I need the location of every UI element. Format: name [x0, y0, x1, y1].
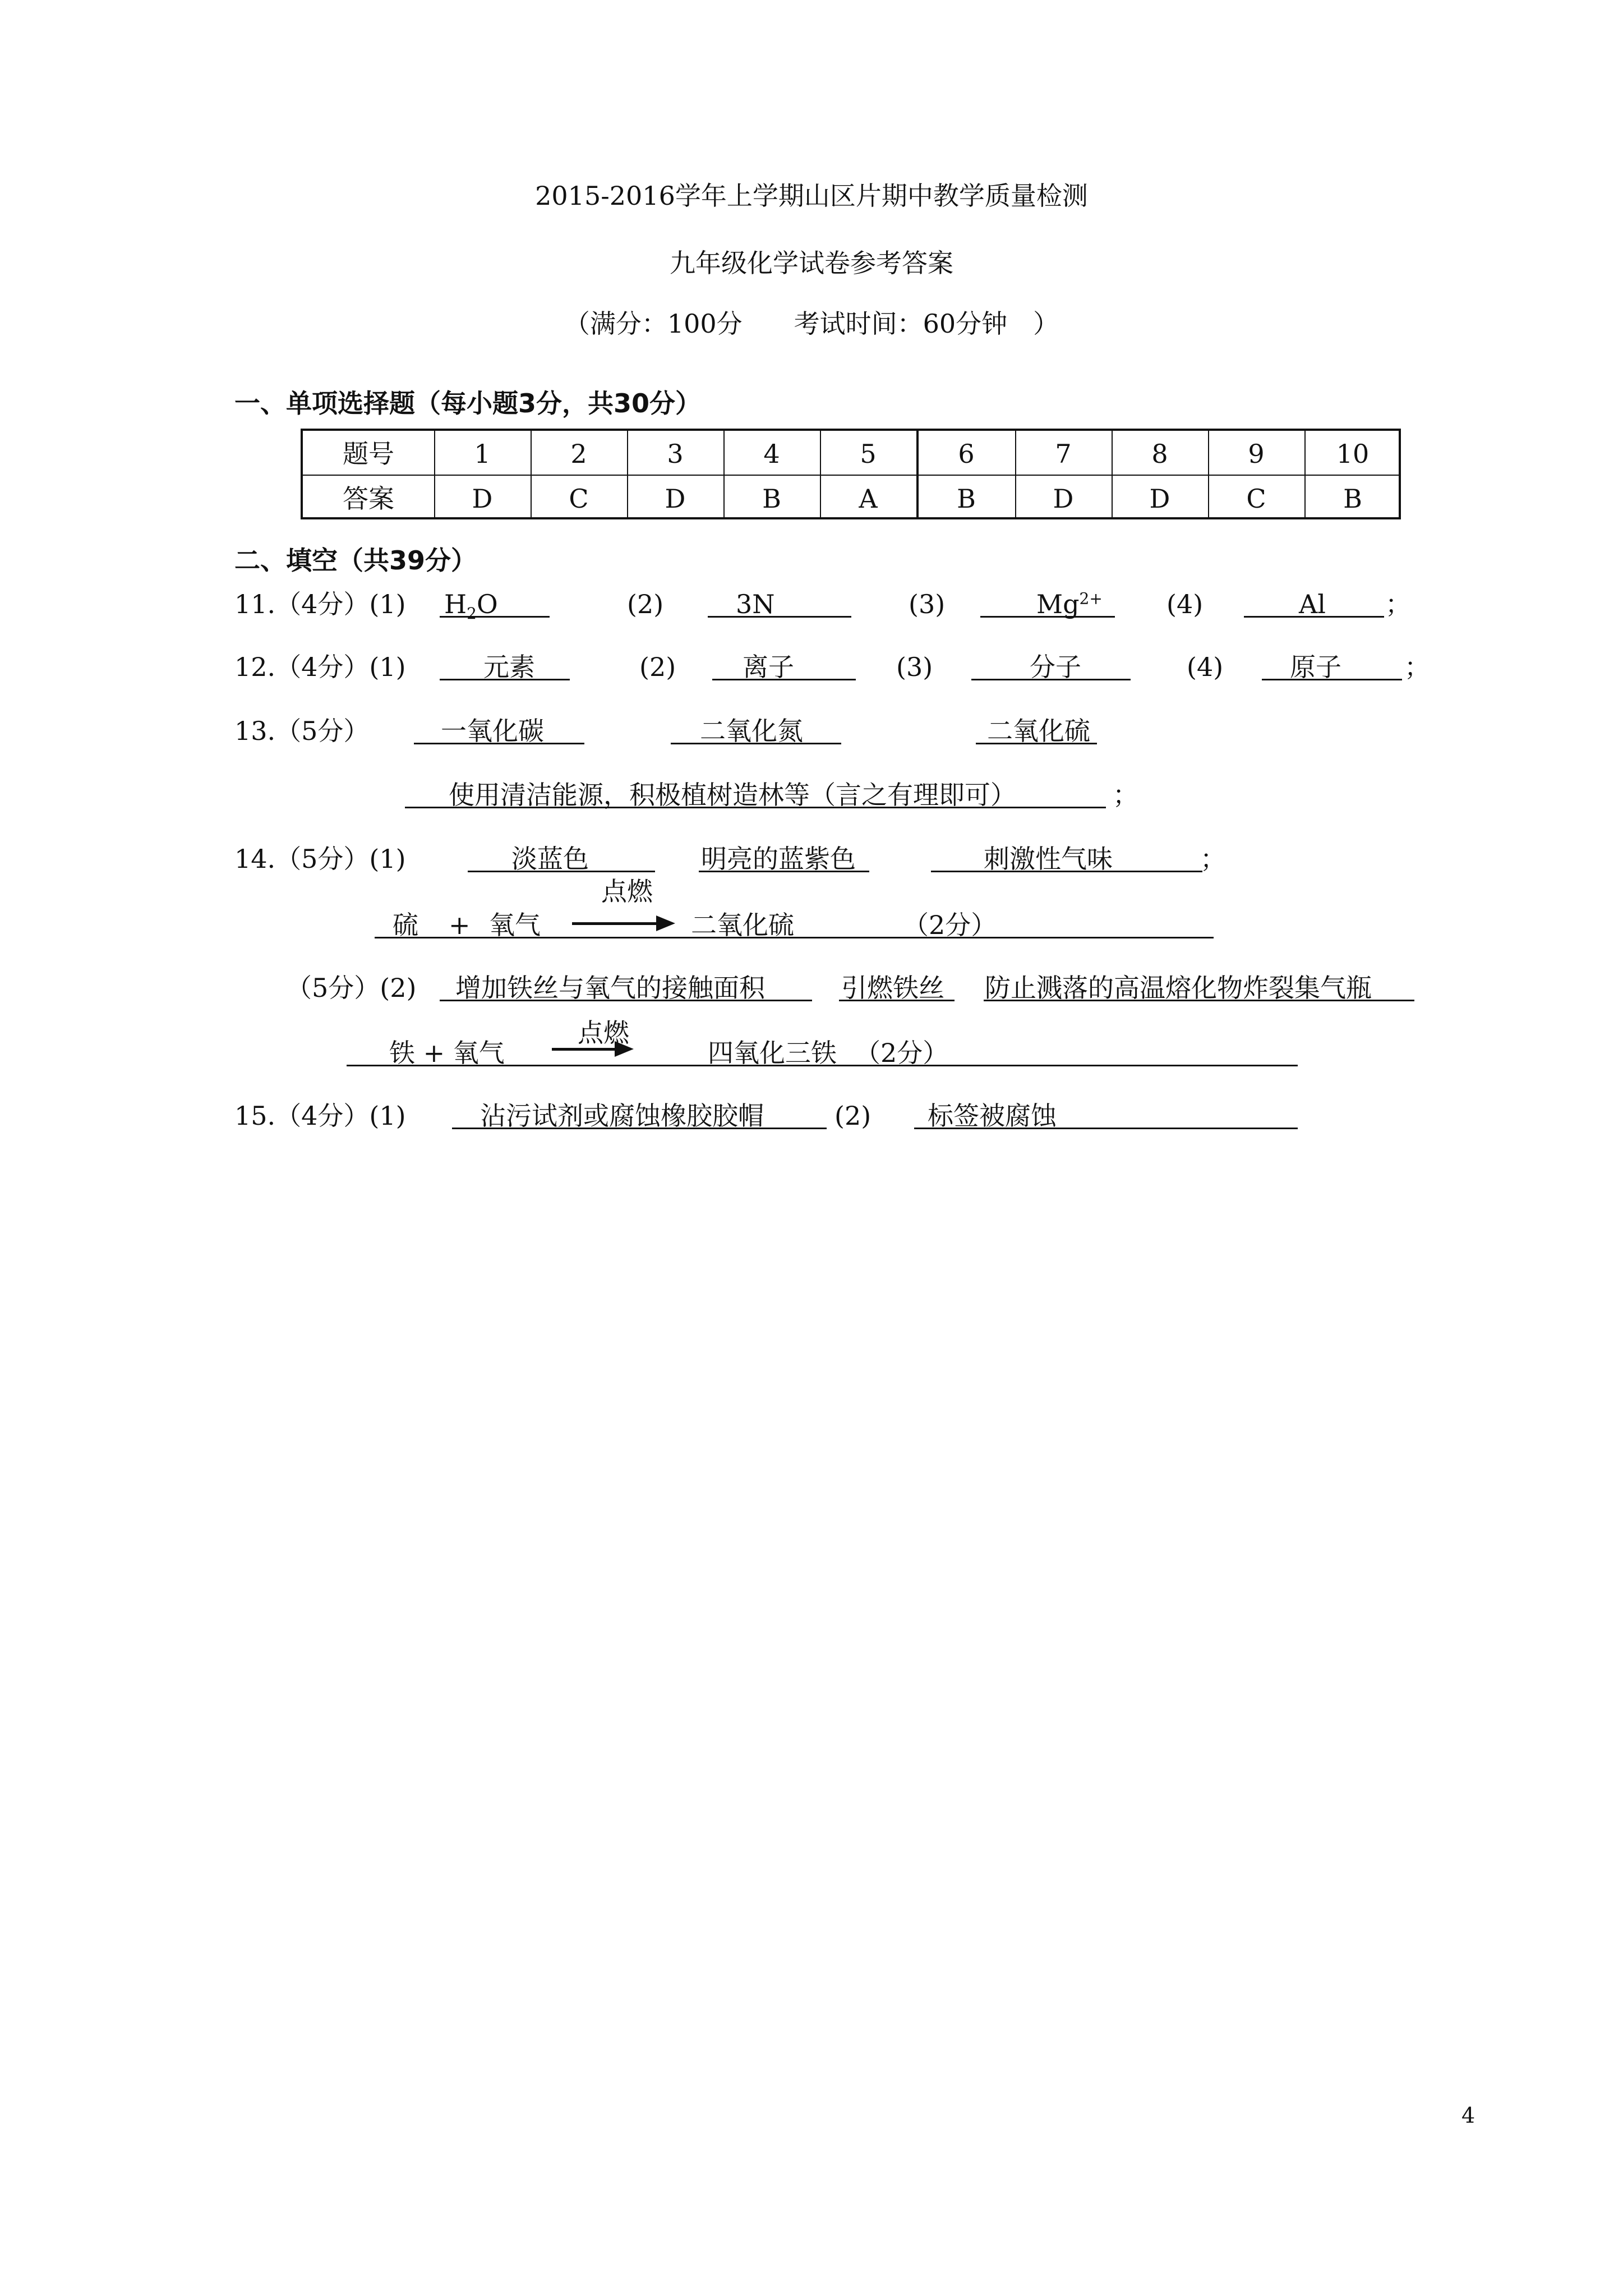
q14-answer-b2: 引燃铁丝 [841, 973, 944, 1003]
table-cell-answer: D [1053, 484, 1074, 514]
arrow-head-icon [615, 1041, 634, 1057]
page-number: 4 [1461, 2103, 1476, 2128]
q12-answer-1: 元素 [483, 652, 535, 682]
q11-answer-2: 3N [736, 589, 775, 619]
q15-part-2: (2) [834, 1101, 872, 1131]
table-cell-answer: D [472, 484, 493, 514]
table-row-label-answer: 答案 [343, 484, 394, 514]
q14-answer-b3: 防止溅落的高温熔化物炸裂集气瓶 [985, 973, 1372, 1003]
table-row-label-number: 题号 [343, 439, 394, 469]
table-cell-answer: B [762, 484, 781, 514]
table-cell-number: 6 [958, 439, 975, 469]
eq2-reactants: 铁 + 氧气 [389, 1038, 505, 1068]
q13-answer-1: 一氧化碳 [441, 716, 544, 746]
reaction-arrow-1 [572, 922, 662, 925]
q11-end: ； [1385, 589, 1411, 619]
q12-answer-2: 离子 [743, 652, 794, 682]
q12-part-4: (4) [1187, 652, 1224, 682]
eq1-plus: + [449, 910, 471, 940]
q14-answer-2: 明亮的蓝紫色 [701, 844, 856, 874]
table-cell-answer: A [859, 484, 878, 514]
table-cell-number: 4 [763, 439, 780, 469]
q11-prefix: 11.（4分）(1) [234, 589, 406, 619]
arrow-head-icon [656, 915, 675, 931]
eq2-score: （2分） [855, 1038, 949, 1068]
eq1-reactant-2: 氧气 [489, 910, 541, 940]
exam-meta: （满分：100分 考试时间：60分钟 ） [564, 309, 1059, 339]
table-cell-number: 3 [667, 439, 684, 469]
q12-part-3: (3) [896, 652, 933, 682]
section1-heading: 一、单项选择题（每小题3分，共30分） [234, 388, 702, 418]
q12-prefix: 12.（4分）(1) [234, 652, 406, 682]
q11-part-2: (2) [627, 589, 664, 619]
q12-end: ； [1404, 652, 1430, 682]
table-cell-answer: D [1149, 484, 1170, 514]
eq1-score: （2分） [903, 910, 997, 940]
page-title: 2015-2016学年上学期山区片期中教学质量检测 [535, 181, 1088, 211]
table-cell-number: 5 [860, 439, 877, 469]
q12-answer-3: 分子 [1030, 652, 1081, 682]
table-cell-answer: C [1246, 484, 1266, 514]
q14-answer-b1: 增加铁丝与氧气的接触面积 [455, 973, 765, 1003]
section2-heading: 二、填空（共39分） [234, 545, 477, 576]
q13-end: ； [1113, 780, 1138, 810]
eq1-product: 二氧化硫 [691, 910, 794, 940]
table-cell-number: 8 [1151, 439, 1168, 469]
table-cell-number: 9 [1248, 439, 1265, 469]
q13-answer-2: 二氧化氮 [700, 716, 803, 746]
q15-prefix: 15.（4分）(1) [234, 1101, 406, 1131]
table-cell-number: 1 [474, 439, 491, 469]
table-cell-answer: B [957, 484, 976, 514]
q11-answer-1: $H_2O$ [444, 589, 498, 623]
table-cell-number: 2 [570, 439, 587, 469]
page-subtitle: 九年级化学试卷参考答案 [670, 248, 953, 278]
q13-answer-3: 二氧化硫 [987, 716, 1090, 746]
eq2-product: 四氧化三铁 [708, 1038, 837, 1068]
reaction-arrow-2 [552, 1048, 619, 1051]
q14-answer-3: 刺激性气味 [984, 844, 1113, 874]
reaction-condition-1: 点燃 [601, 876, 653, 907]
q11-answer-3: $Mg^{2+}$ [1036, 589, 1103, 619]
q12-answer-4: 原子 [1290, 652, 1341, 682]
q13-answer-4: 使用清洁能源，积极植树造林等（言之有理即可） [449, 780, 1016, 810]
q11-part-4: (4) [1166, 589, 1204, 619]
q14-prefix: 14.（5分）(1) [234, 844, 406, 874]
q14-answer-1: 淡蓝色 [511, 844, 589, 874]
reaction-condition-2: 点燃 [578, 1018, 629, 1048]
q12-part-2: (2) [639, 652, 676, 682]
q15-answer-1: 沾污试剂或腐蚀橡胶胶帽 [480, 1101, 764, 1131]
table-cell-answer: C [569, 484, 589, 514]
table-cell-number: 7 [1055, 439, 1072, 469]
q15-answer-2: 标签被腐蚀 [928, 1101, 1057, 1131]
table-cell-answer: B [1343, 484, 1362, 514]
q11-part-3: (3) [909, 589, 946, 619]
q13-prefix: 13.（5分） [234, 716, 370, 746]
answer-table [301, 429, 1401, 519]
q14-end: ； [1200, 844, 1226, 874]
q11-answer-4: Al [1299, 589, 1326, 619]
q14-prefix-2: （5分）(2) [286, 973, 417, 1003]
eq1-reactant-1: 硫 [393, 910, 418, 940]
table-cell-number: 10 [1336, 439, 1370, 469]
table-cell-answer: D [665, 484, 686, 514]
